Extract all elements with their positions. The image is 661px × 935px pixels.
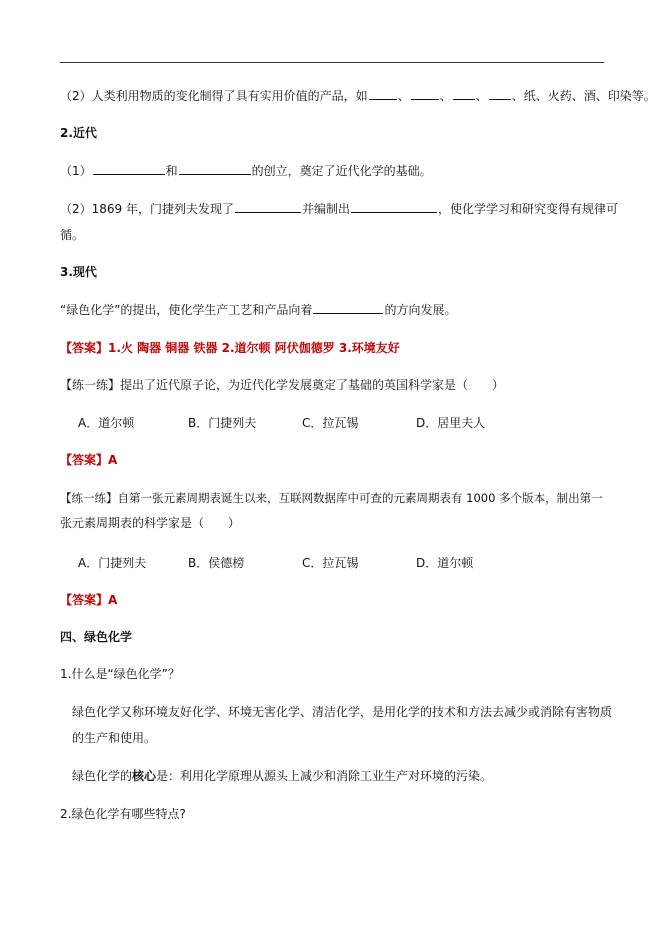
q1-option-d: D．居里夫人 (416, 416, 486, 430)
s2-item2 (60, 201, 619, 217)
s1-item2-suffix: 、纸、火药、酒、印染等。 (511, 89, 656, 103)
heading-modern-early: 2.近代 (60, 126, 97, 140)
green-core-prefix: 绿色化学的 (72, 769, 133, 783)
s2-item1-suffix: 的创立，奠定了近代化学的基础。 (251, 164, 432, 178)
green-definition-line1: 绿色化学又称环境友好化学、环境无害化学、清洁化学，是用化学的技术和方法去减少或消除有害物质 (72, 705, 613, 719)
answer-3 (60, 592, 608, 608)
fill-blank (179, 163, 251, 175)
s2-item2-cont: 循。 (60, 228, 85, 242)
q1-option-b: B．门捷列夫 (188, 416, 257, 430)
green-core (72, 768, 620, 784)
fill-blank (453, 88, 475, 100)
q2-stem-line1: 【练一练】自第一张元素周期表诞生以来，互联网数据库中可查的元素周期表有 1000 多个版本，制出第一 (60, 491, 603, 505)
header-rule (60, 62, 604, 63)
answer-1: 【答案】1.火 陶器 铜器 铁器 2.道尔顿 阿伏伽德罗 3.环境友好 (60, 341, 400, 355)
separator: 、 (397, 89, 410, 103)
green-question-2: 2.绿色化学有哪些特点? (60, 807, 186, 821)
q2-option-c: C．拉瓦锡 (302, 556, 359, 570)
s2-item2-prefix: （2）1869 年，门捷列夫发现了 (60, 202, 234, 216)
q2-stem-line2: 张元素周期表的科学家是（ ） (60, 516, 241, 530)
fill-blank (411, 88, 439, 100)
answer-2 (60, 452, 608, 468)
fill-blank (369, 88, 397, 100)
separator: 、 (475, 89, 488, 103)
separator: 、 (439, 89, 452, 103)
heading-green-chemistry: 四、绿色化学 (60, 630, 133, 644)
answer-value: A (108, 453, 118, 467)
green-question-1: 1.什么是“绿色化学”？ (60, 667, 180, 681)
s2-item1-mid: 和 (165, 164, 178, 178)
green-definition-line2: 的生产和使用。 (72, 731, 157, 745)
q1-option-c: C．拉瓦锡 (302, 416, 359, 430)
q2-option-b: B．侯德榜 (188, 556, 245, 570)
fill-blank (351, 201, 437, 213)
s2-item1 (60, 163, 608, 179)
fill-blank (93, 163, 165, 175)
answer-label: 【答案】 (60, 453, 109, 467)
q2-option-a: A．门捷列夫 (78, 556, 147, 570)
green-core-keyword: 核心 (132, 769, 157, 783)
q1-stem: 【练一练】提出了近代原子论，为近代化学发展奠定了基础的英国科学家是（ ） (60, 378, 505, 392)
s2-item1-prefix: （1） (60, 164, 92, 178)
s3-text-prefix: “绿色化学”的提出，使化学生产工艺和产品向着 (60, 303, 313, 317)
s2-item2-suffix: ，使化学学习和研究变得有规律可 (438, 202, 619, 216)
s3-text-suffix: 的方向发展。 (384, 303, 457, 317)
s2-item2-mid: 并编制出 (302, 202, 351, 216)
q2-option-d: D．道尔顿 (416, 556, 474, 570)
green-core-suffix: 是：利用化学原理从源头上减少和消除工业生产对环境的污染。 (156, 769, 493, 783)
q1-option-a: A．道尔顿 (78, 416, 135, 430)
answer-value: A (108, 593, 118, 607)
answer-label: 【答案】 (60, 593, 109, 607)
s1-item2 (60, 88, 656, 104)
s3-text (60, 302, 608, 318)
heading-modern: 3.现代 (60, 265, 97, 279)
fill-blank (489, 88, 511, 100)
fill-blank (235, 201, 301, 213)
s1-item2-prefix: （2）人类利用物质的变化制得了具有实用价值的产品，如 (60, 89, 368, 103)
fill-blank (313, 302, 383, 314)
